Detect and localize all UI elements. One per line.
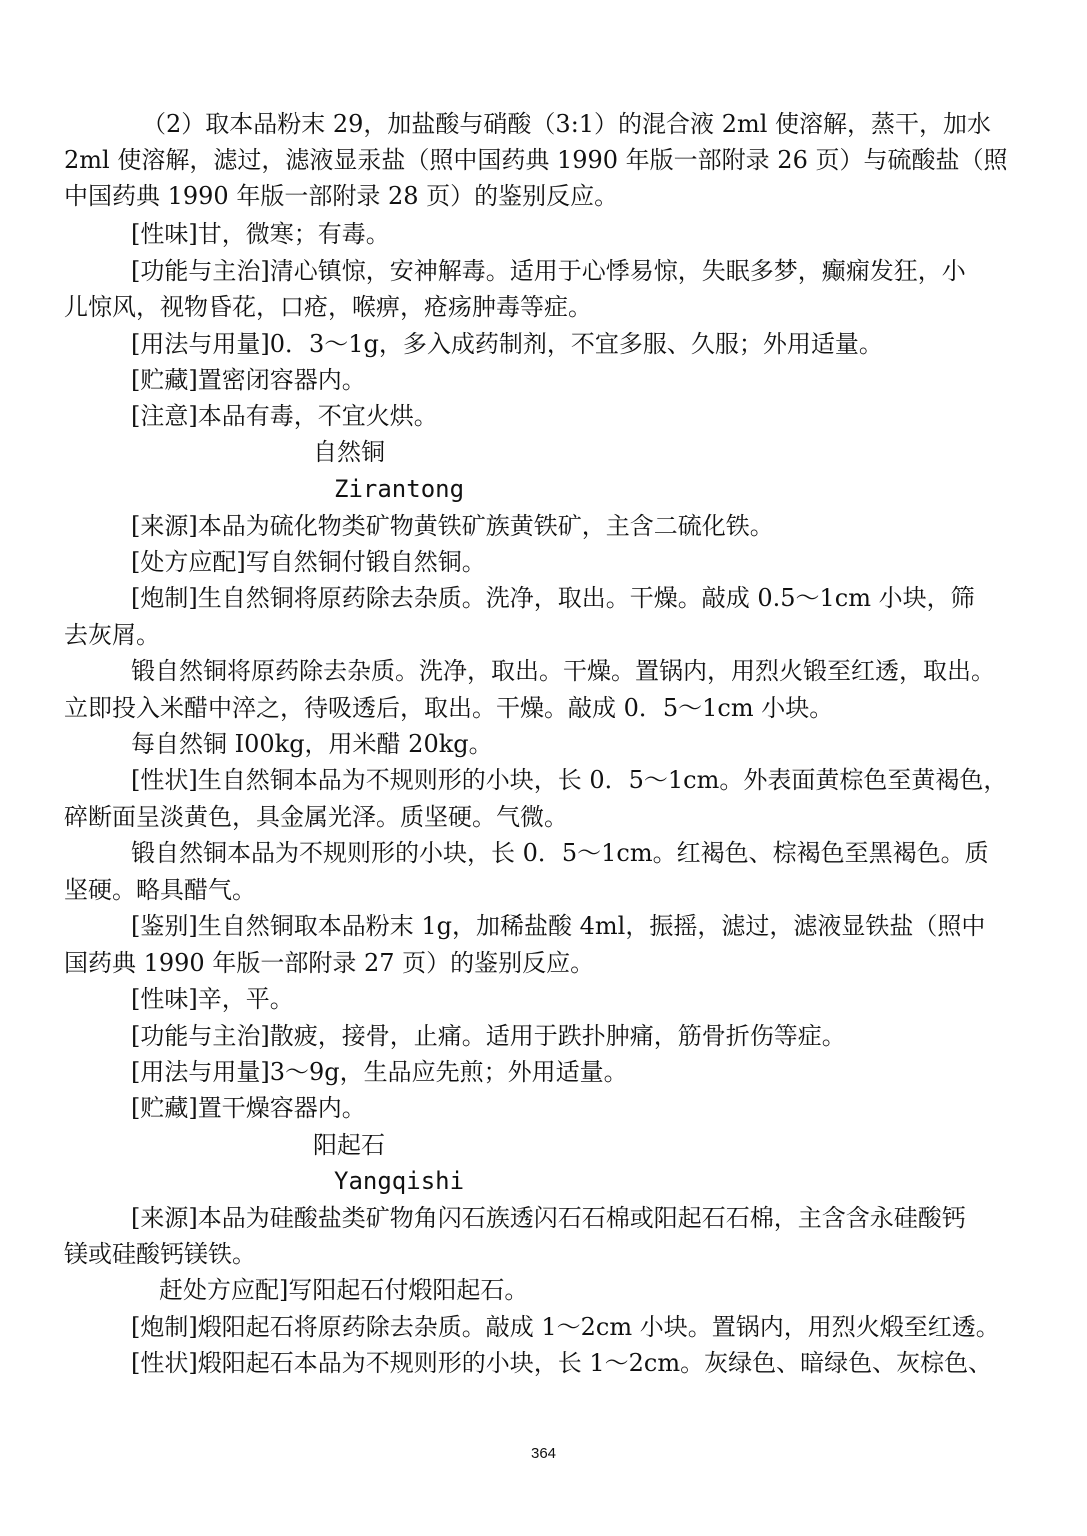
paragraph-line: 镁或硅酸钙镁铁。 bbox=[64, 1240, 256, 1268]
paragraph-line: 去灰屑。 bbox=[64, 621, 160, 649]
paragraph-line: 儿惊风，视物昏花，口疮，喉痹，疮疡肿毒等症。 bbox=[64, 293, 592, 321]
paragraph-line: 2ml 使溶解，滤过，滤液显汞盐（照中国药典 1990 年版一部附录 26 页）与硫酸盐（照 bbox=[64, 146, 1008, 174]
section-line: [炮制]生自然铜将原药除去杂质。洗净，取出。干燥。敲成 0.5～1cm 小块，筛 bbox=[131, 584, 975, 612]
entry-pinyin: Zirantong bbox=[334, 475, 465, 503]
paragraph-line: （2）取本品粉末 29，加盐酸与硝酸（3:1）的混合液 2ml 使溶解，蒸干，加水 bbox=[142, 110, 992, 138]
section-line: 赶处方应配]写阳起石付煅阳起石。 bbox=[159, 1276, 529, 1304]
section-line: [功能与主治]清心镇惊，安神解毒。适用于心悸易惊，失眠多梦，癫痫发狂，小 bbox=[131, 257, 966, 285]
section-line: [来源]本品为硅酸盐类矿物角闪石族透闪石石棉或阳起石石棉，主含含永硅酸钙 bbox=[131, 1204, 966, 1232]
paragraph-line: 每自然铜 I00kg，用米醋 20kg。 bbox=[131, 730, 493, 758]
section-line: [性状]煅阳起石本品为不规则形的小块，长 1～2cm。灰绿色、暗绿色、灰棕色、 bbox=[131, 1349, 993, 1377]
page-number: 364 bbox=[530, 1445, 557, 1462]
section-line: [贮藏]置密闭容器内。 bbox=[131, 366, 366, 394]
section-line: [性味]辛，平。 bbox=[131, 985, 294, 1013]
section-line: [功能与主治]散疲，接骨，止痛。适用于跌扑肿痛，筋骨折伤等症。 bbox=[131, 1022, 846, 1050]
section-line: [性味]甘，微寒；有毒。 bbox=[131, 220, 390, 248]
section-line: [用法与用量]3～9g，生品应先煎；外用适量。 bbox=[131, 1058, 628, 1086]
paragraph-line: 锻自然铜本品为不规则形的小块，长 0．5～1cm。红褐色、棕褐色至黑褐色。质 bbox=[131, 839, 989, 867]
entry-pinyin: Yangqishi bbox=[334, 1167, 465, 1195]
paragraph-line: 国药典 1990 年版一部附录 27 页）的鉴别反应。 bbox=[64, 949, 595, 977]
entry-title: 阳起石 bbox=[313, 1131, 385, 1159]
section-line: [性状]生自然铜本品为不规则形的小块，长 0．5～1cm。外表面黄棕色至黄褐色， bbox=[131, 766, 1008, 794]
section-line: [贮藏]置干燥容器内。 bbox=[131, 1094, 366, 1122]
paragraph-line: 立即投入米醋中淬之，待吸透后，取出。干燥。敲成 0．5～1cm 小块。 bbox=[64, 694, 834, 722]
section-line: [炮制]煅阳起石将原药除去杂质。敲成 1～2cm 小块。置锅内，用烈火煅至红透。 bbox=[131, 1313, 1000, 1341]
section-line: [鉴别]生自然铜取本品粉末 1g，加稀盐酸 4ml，振摇，滤过，滤液显铁盐（照中 bbox=[131, 912, 986, 940]
paragraph-line: 中国药典 1990 年版一部附录 28 页）的鉴别反应。 bbox=[64, 182, 619, 210]
section-line: [注意]本品有毒，不宜火烘。 bbox=[131, 402, 438, 430]
paragraph-line: 坚硬。略具醋气。 bbox=[64, 876, 256, 904]
paragraph-line: 碎断面呈淡黄色，具金属光泽。质坚硬。气微。 bbox=[64, 803, 568, 831]
section-line: [用法与用量]0．3～1g，多入成药制剂，不宜多服、久服；外用适量。 bbox=[131, 330, 883, 358]
section-line: [来源]本品为硫化物类矿物黄铁矿族黄铁矿，主含二硫化铁。 bbox=[131, 512, 774, 540]
entry-title: 自然铜 bbox=[313, 438, 385, 466]
paragraph-line: 锻自然铜将原药除去杂质。洗净，取出。干燥。置锅内，用烈火锻至红透，取出。 bbox=[131, 657, 995, 685]
section-line: [处方应配]写自然铜付锻自然铜。 bbox=[131, 548, 486, 576]
